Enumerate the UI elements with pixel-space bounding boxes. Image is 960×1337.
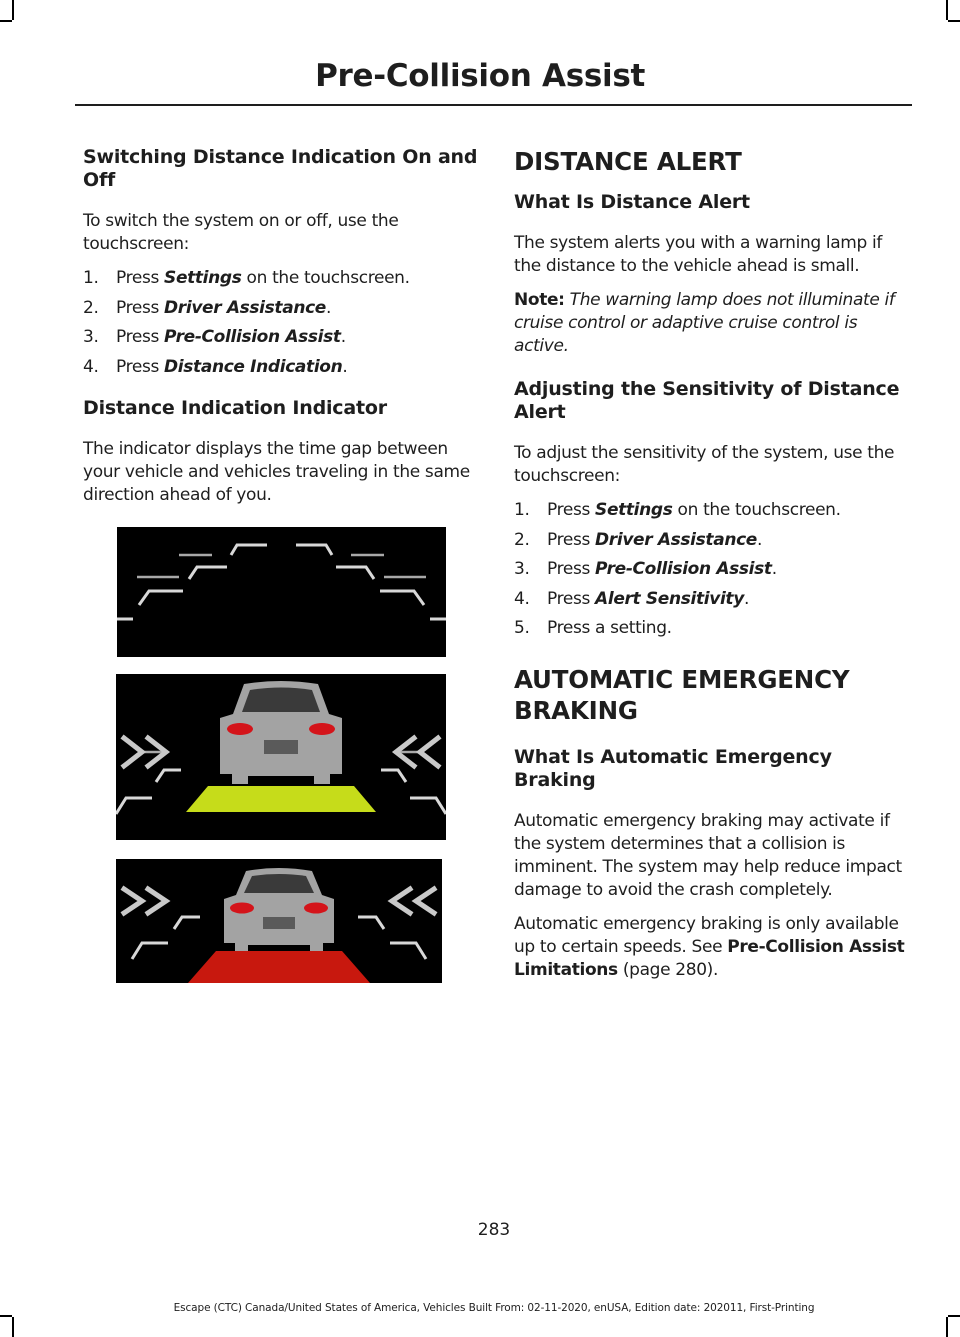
section-heading: Distance Indication Indicator — [83, 396, 387, 419]
indicator-paragraph: The indicator displays the time gap between your vehicle and vehicles traveling in the same direction ahead of you. — [83, 438, 470, 505]
section-heading: Adjusting the Sensitivity of Distance Alert — [514, 378, 900, 423]
limitations-link[interactable]: Pre-Collision Assist Limitations — [514, 937, 905, 980]
distance-alert-paragraph: The system alerts you with a warning lamp if the distance to the vehicle ahead is small. — [514, 233, 883, 276]
note-paragraph — [514, 289, 909, 358]
step-text-end: . — [342, 356, 348, 377]
intro-paragraph: To switch the system on or off, use the touchscreen: — [83, 211, 399, 254]
step-text-end: on the touchscreen. — [241, 268, 410, 288]
step-emphasis: Alert Sensitivity — [595, 588, 744, 609]
list-item — [83, 267, 478, 290]
aeb-speed-paragraph — [514, 913, 909, 982]
step-text-end: . — [756, 529, 763, 550]
step-text-end: . — [340, 327, 346, 347]
section-title-line: BRAKING — [514, 696, 638, 725]
step-text: Press — [547, 588, 596, 609]
step-number: 1. — [83, 268, 99, 288]
steps-list — [83, 267, 478, 379]
list-item — [83, 297, 478, 320]
distance-indicator-no-vehicle-image — [117, 527, 446, 657]
left-column — [83, 146, 478, 518]
page-title: Pre-Collision Assist — [315, 58, 645, 94]
aeb-speed-text: Automatic emergency braking is only available up to certain speeds. See — [514, 914, 899, 957]
aeb-paragraph: Automatic emergency braking may activate if the system determines that a collision is imminent. The system may help reduce impact damage to avoid the crash completely. — [514, 811, 902, 900]
step-text: Press — [547, 529, 596, 550]
step-emphasis: Settings — [595, 500, 673, 520]
step-text: Press — [116, 268, 165, 288]
step-emphasis: Driver Assistance — [164, 297, 326, 318]
step-text-end: . — [325, 297, 332, 318]
step-emphasis: Driver Assistance — [595, 529, 757, 550]
step-number: 2. — [514, 529, 530, 550]
crop-mark — [0, 1315, 12, 1317]
step-text: Press a setting. — [547, 618, 672, 638]
section-heading: What Is Automatic Emergency Braking — [514, 746, 832, 791]
right-column — [514, 146, 909, 993]
crop-mark — [12, 0, 14, 20]
distance-indicator-red-image — [116, 859, 442, 983]
sensitivity-intro: To adjust the sensitivity of the system, use the touchscreen: — [514, 443, 895, 486]
step-text: Press — [547, 500, 596, 520]
crop-mark — [948, 1315, 960, 1317]
section-title-line: AUTOMATIC EMERGENCY — [514, 665, 850, 694]
note-text: The warning lamp does not illuminate if cruise control or adaptive cruise control is active. — [514, 290, 895, 356]
step-emphasis: Settings — [164, 268, 242, 288]
step-number: 4. — [83, 356, 99, 377]
distance-indicator-green-image — [116, 674, 446, 840]
list-item — [514, 529, 909, 552]
step-text: Press — [116, 356, 165, 377]
step-number: 2. — [83, 297, 99, 318]
crop-mark — [946, 0, 948, 20]
list-item — [83, 326, 478, 349]
list-item — [514, 588, 909, 611]
step-text: Press — [547, 559, 596, 579]
step-text: Press — [116, 297, 165, 318]
step-emphasis: Pre-Collision Assist — [595, 559, 772, 579]
list-item — [83, 356, 478, 379]
step-text-end: on the touchscreen. — [672, 500, 841, 520]
steps-list — [514, 499, 909, 640]
crop-mark — [948, 20, 960, 22]
step-number: 3. — [514, 559, 530, 579]
section-title-aeb — [514, 664, 909, 726]
list-item — [514, 617, 909, 640]
page-number: 283 — [477, 1220, 511, 1240]
section-heading: What Is Distance Alert — [514, 191, 750, 213]
section-heading: Switching Distance Indication On and Off — [83, 146, 478, 191]
step-emphasis: Distance Indication — [164, 356, 343, 377]
step-number: 5. — [514, 618, 530, 638]
section-title-distance-alert: DISTANCE ALERT — [514, 147, 742, 176]
step-text: Press — [116, 327, 165, 347]
note-label: Note: — [514, 290, 565, 310]
step-number: 4. — [514, 588, 530, 609]
step-text-end: . — [743, 588, 749, 609]
page-reference: (page 280). — [617, 960, 718, 980]
footer-text: Escape (CTC) Canada/United States of America, Vehicles Built From: 02-11-2020, enUSA, Edition date: 202011, First-Printing — [173, 1302, 815, 1314]
step-number: 1. — [514, 500, 530, 520]
list-item — [514, 558, 909, 581]
list-item — [514, 499, 909, 522]
crop-mark — [946, 1317, 948, 1337]
crop-mark — [0, 20, 12, 22]
step-number: 3. — [83, 327, 99, 347]
header-rule — [75, 104, 912, 106]
crop-mark — [12, 1317, 14, 1337]
step-emphasis: Pre-Collision Assist — [164, 327, 341, 347]
step-text-end: . — [771, 559, 777, 579]
